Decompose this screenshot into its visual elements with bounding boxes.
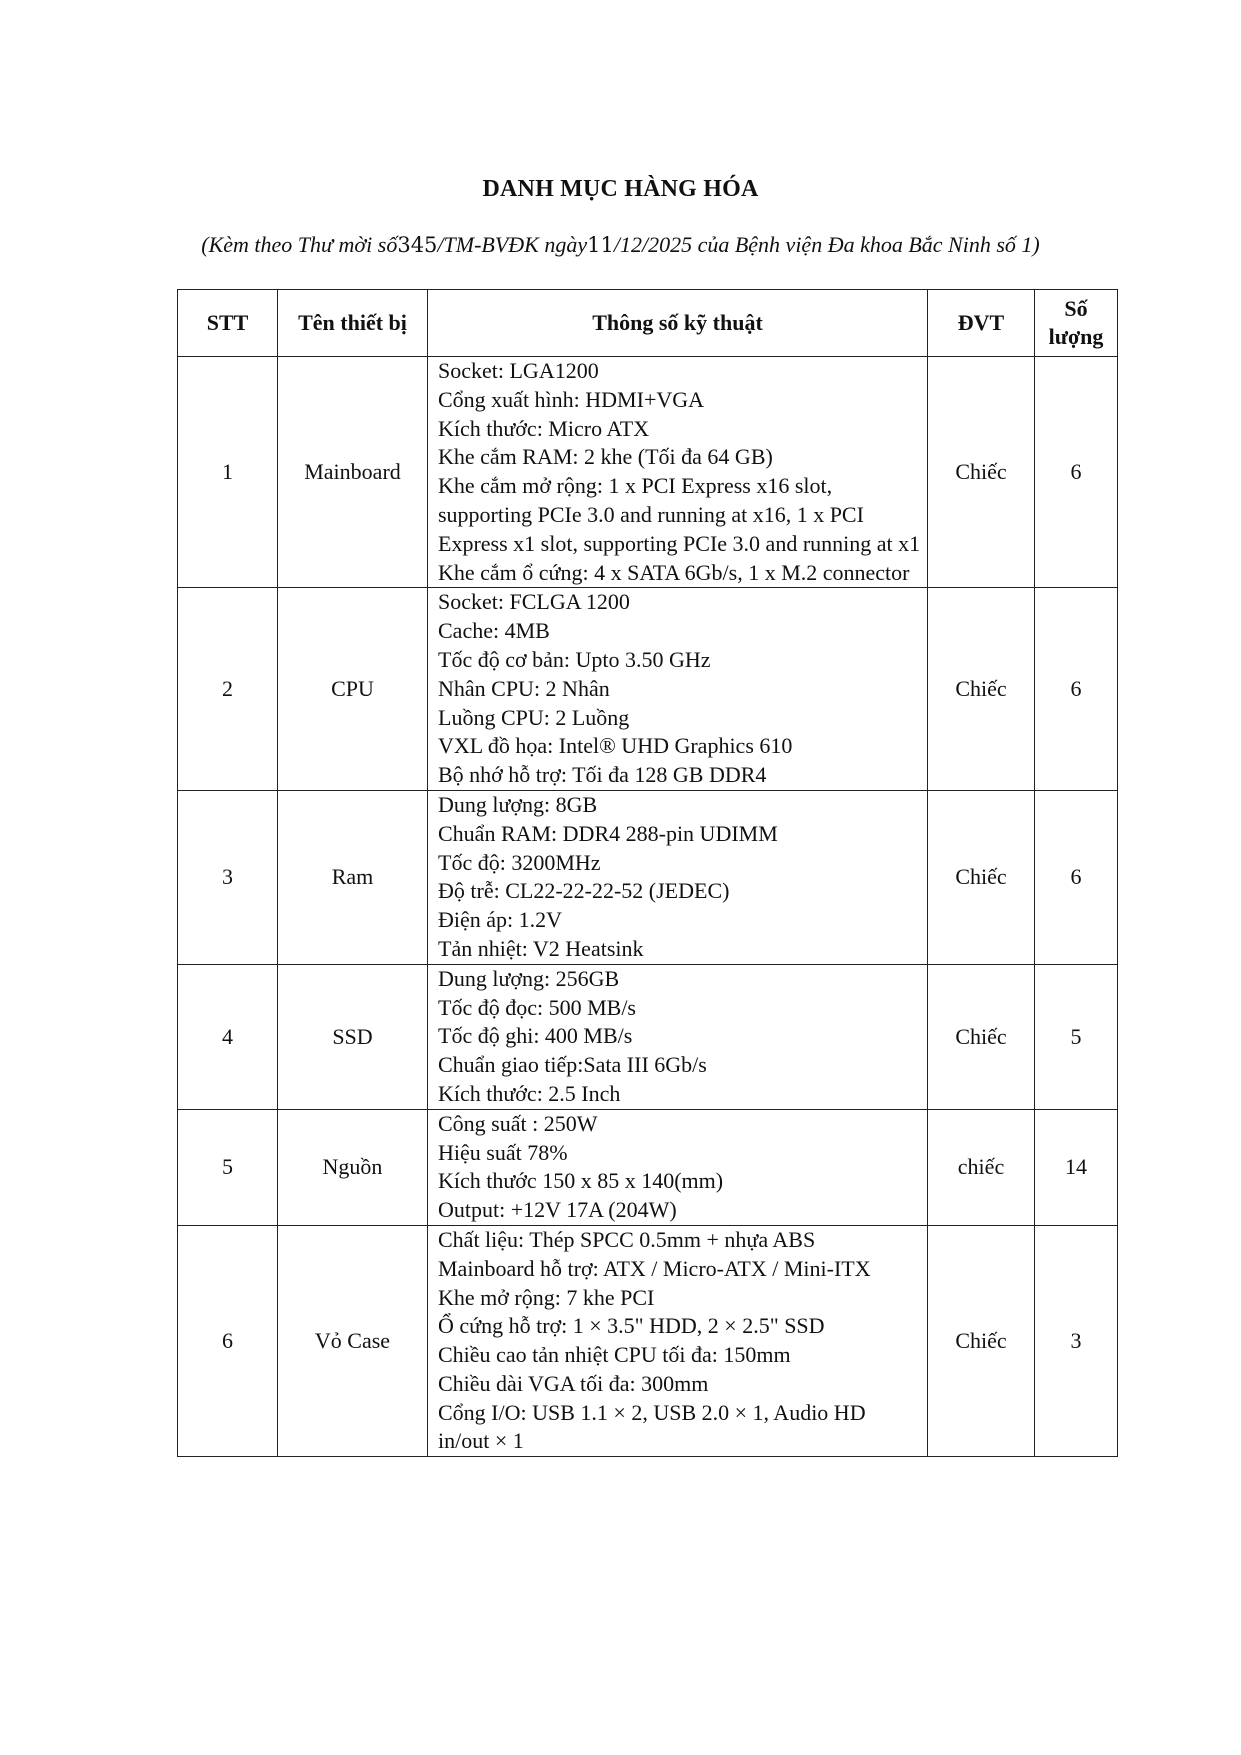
spec-line: Socket: LGA1200 bbox=[438, 358, 599, 383]
spec-line: Tốc độ cơ bản: Upto 3.50 GHz bbox=[438, 646, 711, 672]
cell-unit: Chiếc bbox=[928, 357, 1035, 588]
spec-line: Chiều cao tản nhiệt CPU tối đa: 150mm bbox=[438, 1342, 791, 1368]
table-row bbox=[178, 357, 1118, 588]
cell-name: Vỏ Case bbox=[278, 1225, 428, 1456]
header-spec: Thông số kỹ thuật bbox=[428, 290, 928, 357]
cell-name: Nguồn bbox=[278, 1109, 428, 1225]
spec-line: Cổng xuất hình: HDMI+VGA bbox=[438, 386, 705, 412]
subtitle-mid: /TM-BVĐK ngày bbox=[437, 232, 588, 257]
cell-spec bbox=[428, 790, 928, 964]
letter-day: 11 bbox=[587, 233, 614, 257]
cell-qty: 3 bbox=[1035, 1225, 1118, 1456]
cell-stt: 3 bbox=[178, 790, 278, 964]
cell-spec bbox=[428, 357, 928, 588]
spec-line: Độ trễ: CL22-22-22-52 (JEDEC) bbox=[438, 878, 730, 904]
spec-line: Kích thước: 2.5 Inch bbox=[438, 1080, 621, 1106]
spec-line: Cache: 4MB bbox=[438, 618, 550, 644]
cell-qty: 6 bbox=[1035, 588, 1118, 791]
table-header-row bbox=[178, 290, 1118, 357]
spec-line: Kích thước: Micro ATX bbox=[438, 415, 650, 441]
spec-line: Tốc độ đọc: 500 MB/s bbox=[438, 994, 636, 1020]
letter-number: 345 bbox=[397, 233, 438, 257]
spec-line: Output: +12V 17A (204W) bbox=[438, 1197, 677, 1223]
spec-line: Ổ cứng hỗ trợ: 1 × 3.5" HDD, 2 × 2.5" SSD bbox=[438, 1313, 825, 1339]
spec-line: Chiều dài VGA tối đa: 300mm bbox=[438, 1370, 709, 1396]
spec-line: Khe mở rộng: 7 khe PCI bbox=[438, 1284, 655, 1310]
cell-name: SSD bbox=[278, 964, 428, 1109]
table-row bbox=[178, 1225, 1118, 1456]
spec-line: Hiệu suất 78% bbox=[438, 1139, 568, 1165]
goods-table bbox=[177, 289, 1118, 1457]
spec-line: Luồng CPU: 2 Luồng bbox=[438, 704, 630, 730]
spec-line: Socket: FCLGA 1200 bbox=[438, 589, 630, 615]
cell-stt: 6 bbox=[178, 1225, 278, 1456]
header-stt: STT bbox=[178, 290, 278, 357]
spec-line: Chuẩn RAM: DDR4 288-pin UDIMM bbox=[438, 820, 778, 846]
spec-line: Tốc độ ghi: 400 MB/s bbox=[438, 1023, 633, 1049]
spec-line: Khe cắm mở rộng: 1 x PCI Express x16 slot, supporting PCIe 3.0 and running at x16, 1 x PCI Express x1 slot, supporting PCIe 3.0 and running at x1 bbox=[438, 473, 921, 556]
cell-qty: 5 bbox=[1035, 964, 1118, 1109]
document-title: DANH MỤC HÀNG HÓA bbox=[482, 176, 759, 202]
spec-line: Chất liệu: Thép SPCC 0.5mm + nhựa ABS bbox=[438, 1226, 816, 1252]
cell-spec bbox=[428, 588, 928, 791]
spec-line: Dung lượng: 8GB bbox=[438, 791, 598, 817]
spec-line: Công suất : 250W bbox=[438, 1110, 598, 1136]
header-qty: Số lượng bbox=[1035, 290, 1118, 357]
cell-spec bbox=[428, 1109, 928, 1225]
cell-name: Mainboard bbox=[278, 357, 428, 588]
cell-unit: Chiếc bbox=[928, 964, 1035, 1109]
header-unit: ĐVT bbox=[928, 290, 1035, 357]
cell-qty: 6 bbox=[1035, 357, 1118, 588]
cell-name: Ram bbox=[278, 790, 428, 964]
cell-stt: 5 bbox=[178, 1109, 278, 1225]
cell-qty: 14 bbox=[1035, 1109, 1118, 1225]
spec-line: Chuẩn giao tiếp:Sata III 6Gb/s bbox=[438, 1052, 707, 1078]
header-name: Tên thiết bị bbox=[278, 290, 428, 357]
spec-line: VXL đồ họa: Intel® UHD Graphics 610 bbox=[438, 733, 793, 759]
spec-line: Bộ nhớ hỗ trợ: Tối đa 128 GB DDR4 bbox=[438, 762, 767, 788]
cell-stt: 1 bbox=[178, 357, 278, 588]
spec-line: Khe cắm RAM: 2 khe (Tối đa 64 GB) bbox=[438, 444, 773, 470]
spec-line: Tốc độ: 3200MHz bbox=[438, 849, 601, 875]
table-row bbox=[178, 1109, 1118, 1225]
spec-line: Nhân CPU: 2 Nhân bbox=[438, 675, 610, 701]
cell-stt: 4 bbox=[178, 964, 278, 1109]
table-row bbox=[178, 790, 1118, 964]
table-row bbox=[178, 964, 1118, 1109]
spec-line: Kích thước 150 x 85 x 140(mm) bbox=[438, 1168, 724, 1194]
spec-line: Tản nhiệt: V2 Heatsink bbox=[438, 935, 644, 961]
cell-qty: 6 bbox=[1035, 790, 1118, 964]
document-subtitle bbox=[0, 232, 1241, 258]
subtitle-suffix: /12/2025 của Bệnh viện Đa khoa Bắc Ninh số 1) bbox=[613, 232, 1040, 257]
cell-unit: Chiếc bbox=[928, 588, 1035, 791]
cell-unit: chiếc bbox=[928, 1109, 1035, 1225]
subtitle-prefix: (Kèm theo Thư mời số bbox=[201, 232, 398, 257]
spec-line: Dung lượng: 256GB bbox=[438, 965, 620, 991]
cell-unit: Chiếc bbox=[928, 1225, 1035, 1456]
spec-line: Điện áp: 1.2V bbox=[438, 907, 563, 933]
spec-line: Khe cắm ổ cứng: 4 x SATA 6Gb/s, 1 x M.2 connector bbox=[438, 559, 910, 585]
spec-line: Mainboard hỗ trợ: ATX / Micro-ATX / Mini-ITX bbox=[438, 1255, 871, 1281]
cell-spec bbox=[428, 964, 928, 1109]
cell-spec bbox=[428, 1225, 928, 1456]
cell-unit: Chiếc bbox=[928, 790, 1035, 964]
table-row bbox=[178, 588, 1118, 791]
spec-line: Cổng I/O: USB 1.1 × 2, USB 2.0 × 1, Audio HD in/out × 1 bbox=[438, 1399, 866, 1454]
cell-stt: 2 bbox=[178, 588, 278, 791]
cell-name: CPU bbox=[278, 588, 428, 791]
